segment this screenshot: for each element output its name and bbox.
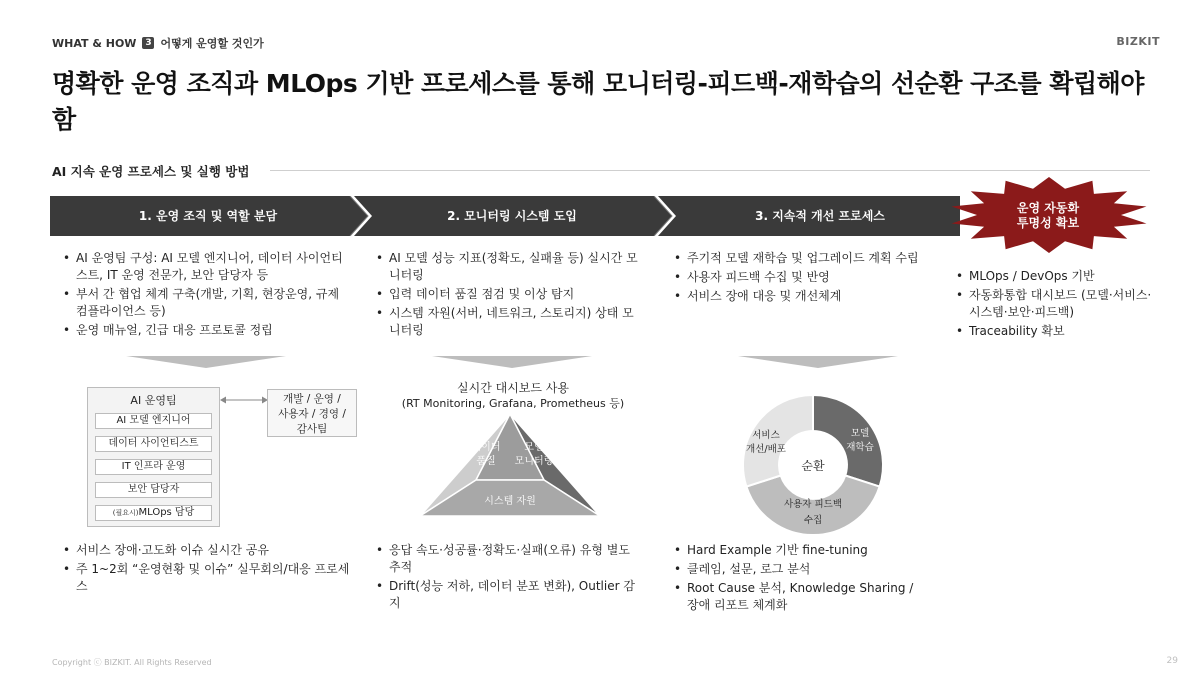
- stakeholder-line-2: 사용자 / 경영 /: [278, 408, 346, 420]
- badge-line-1: 운영 자동화: [1016, 201, 1080, 215]
- col1-down-arrow: [126, 356, 286, 368]
- stakeholder-box: [267, 389, 357, 437]
- list-item: • 부서 간 협업 체계 구축(개발, 기획, 현장운영, 규제 컴플라이언스 등): [62, 286, 352, 320]
- col2-top-bullets: [375, 250, 645, 341]
- list-item: • 입력 데이터 품질 점검 및 이상 탐지: [375, 286, 645, 303]
- list-item: • AI 운영팀 구성: AI 모델 엔지니어, 데이터 사이언티스트, IT 운영 전문가, 보안 담당자 등: [62, 250, 352, 284]
- tri-right-label-2: 모니터링: [514, 456, 554, 467]
- col3-down-arrow: [738, 356, 898, 368]
- improvement-cycle: [738, 390, 888, 540]
- tri-right-label-1: 모델: [524, 442, 544, 453]
- list-item: • 사용자 피드백 수집 및 반영: [673, 269, 943, 286]
- list-item: • Drift(성능 저하, 데이터 분포 변화), Outlier 감지: [375, 578, 645, 612]
- seg-right-label-1: 모델: [850, 428, 870, 439]
- dashboard-tools: (RT Monitoring, Grafana, Prometheus 등): [401, 397, 625, 410]
- section-header: [52, 35, 264, 51]
- seg-bottom-label-1: 사용자 피드백: [783, 499, 843, 510]
- list-item: • 클레임, 설문, 로그 분석: [673, 561, 923, 578]
- stakeholder-line-1: 개발 / 운영 /: [283, 393, 341, 405]
- col1-bottom-bullets: [62, 542, 352, 597]
- section-number-badge: 3: [142, 37, 154, 49]
- list-item: • 서비스 장애·고도화 이슈 실시간 공유: [62, 542, 352, 559]
- col2-down-arrow: [432, 356, 592, 368]
- seg-left-label-1: 서비스: [752, 430, 780, 441]
- section-label: WHAT & HOW: [52, 36, 137, 50]
- list-item: • AI 모델 성능 지표(정확도, 실패율 등) 실시간 모니터링: [375, 250, 645, 284]
- col3-bottom-bullets: [673, 542, 923, 616]
- list-item: • 서비스 장애 대응 및 개선체계: [673, 288, 943, 305]
- dashboard-caption: [380, 380, 646, 412]
- step-3-label: 3. 지속적 개선 프로세스: [755, 209, 885, 223]
- cycle-center-label: 순환: [801, 459, 825, 473]
- section-subtitle: AI 지속 운영 프로세스 및 실행 방법: [52, 164, 250, 179]
- list-item: • Root Cause 분석, Knowledge Sharing / 장애 리포트 체계화: [673, 580, 923, 614]
- org-chart-title: AI 운영팀: [130, 394, 177, 407]
- list-item: • 주기적 모델 재학습 및 업그레이드 계획 수립: [673, 250, 943, 267]
- col2-bottom-bullets: [375, 542, 645, 614]
- subtitle-divider: [270, 170, 1150, 171]
- list-item: • 운영 매뉴얼, 긴급 대응 프로토콜 정립: [62, 322, 352, 339]
- tri-bottom-label: 시스템 자원: [484, 496, 536, 507]
- org-item: 보안 담당자: [95, 482, 212, 498]
- col4-bullets: [955, 268, 1155, 342]
- brand-logo-text: BIZKIT: [1116, 35, 1160, 48]
- monitoring-triangle: [420, 414, 600, 518]
- list-item: • 주 1~2회 “운영현황 및 이슈” 실무회의/대응 프로세스: [62, 561, 352, 595]
- section-title: 어떻게 운영할 것인가: [160, 37, 264, 50]
- list-item: • Traceability 확보: [955, 323, 1155, 340]
- list-item: • 응답 속도·성공률·정확도·실패(오류) 유형 별도 추적: [375, 542, 645, 576]
- process-chevron-bar: [50, 196, 960, 236]
- stakeholder-line-3: 감사팀: [296, 423, 328, 435]
- list-item: • Hard Example 기반 fine-tuning: [673, 542, 923, 559]
- col1-top-bullets: [62, 250, 352, 341]
- org-optional-prefix: (필요시): [112, 509, 139, 517]
- tri-left-label-1: 데이터: [471, 442, 501, 453]
- list-item: • 자동화통합 대시보드 (모델·서비스·시스템·보안·피드백): [955, 287, 1155, 321]
- copyright-footer: Copyright ⓒ BIZKIT. All Rights Reserved: [52, 658, 212, 667]
- double-arrow-icon: [220, 394, 268, 406]
- org-item: AI 모델 엔지니어: [95, 413, 212, 429]
- seg-bottom-label-2: 수집: [803, 515, 823, 526]
- badge-line-2: 투명성 확보: [1016, 216, 1080, 230]
- badge-label: [998, 201, 1098, 231]
- org-item-optional: [95, 505, 212, 521]
- dashboard-title: 실시간 대시보드 사용: [457, 381, 569, 395]
- col3-top-bullets: [673, 250, 943, 307]
- page-title: 명확한 운영 조직과 MLOps 기반 프로세스를 통해 모니터링-피드백-재학습의 선순환 구조를 확립해야 함: [52, 69, 1144, 134]
- seg-left-label-2: 개선/배포: [746, 444, 786, 455]
- tri-left-label-2: 품질: [476, 456, 496, 467]
- org-optional-label: MLOps 담당: [138, 507, 195, 518]
- seg-right-label-2: 재학습: [846, 442, 874, 453]
- list-item: • MLOps / DevOps 기반: [955, 268, 1155, 285]
- list-item: • 시스템 자원(서버, 네트워크, 스토리지) 상태 모니터링: [375, 305, 645, 339]
- step-1-label: 1. 운영 조직 및 역할 분담: [138, 209, 278, 223]
- org-item: IT 인프라 운영: [95, 459, 212, 475]
- step-2-label: 2. 모니터링 시스템 도입: [447, 209, 577, 223]
- page-number: 29: [1166, 656, 1178, 666]
- org-item: 데이터 사이언티스트: [95, 436, 212, 452]
